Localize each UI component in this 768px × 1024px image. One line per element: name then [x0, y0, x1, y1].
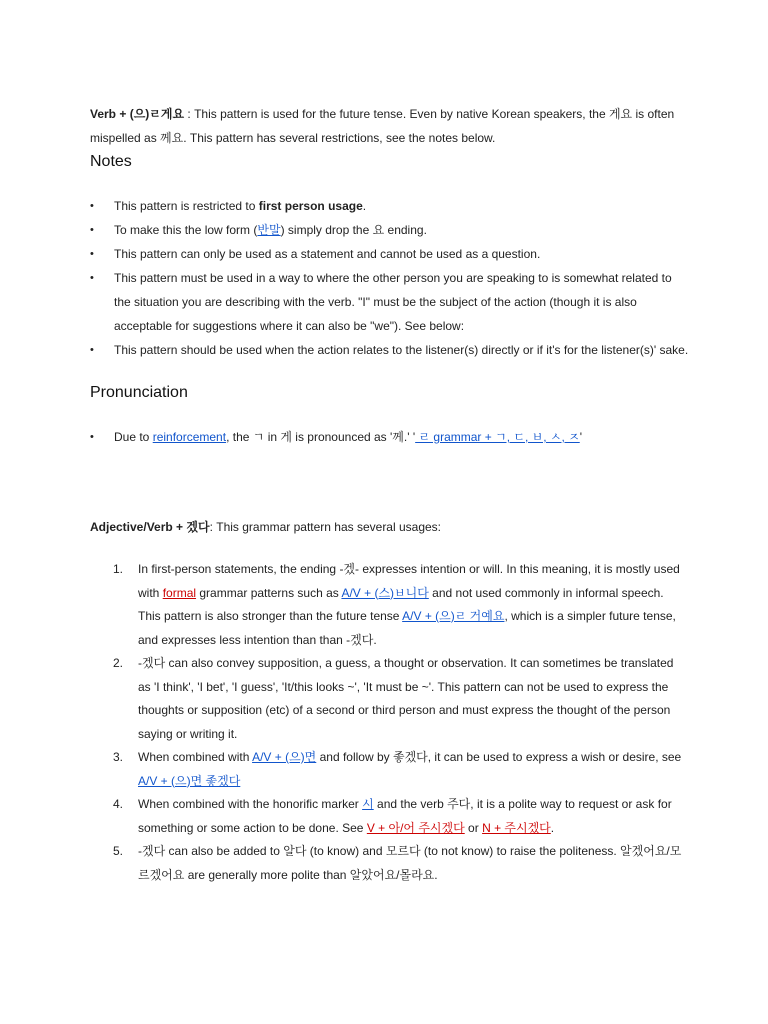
intro-paragraph	[90, 103, 690, 150]
note-text: This pattern should be used when the action relates to the listener(s) directly or if it's for the listener(s)' sake.	[114, 343, 689, 357]
formal-link[interactable]: formal	[162, 585, 197, 600]
note-text: ) simply drop the 요 ending.	[280, 223, 427, 237]
usage-list	[113, 558, 683, 887]
grammar-link[interactable]: V + 아/어 주시겠다	[366, 820, 465, 835]
list-item	[90, 242, 690, 266]
pattern-term: Verb + (으)ㄹ게요	[90, 107, 185, 121]
usage-text: .	[550, 820, 555, 835]
grammar-link[interactable]: A/V + (으)ㄹ 거예요	[402, 609, 505, 623]
usage-text: , which is a simpler future tense, and expresses less intention than than -겠다.	[138, 609, 676, 647]
pronunciation-list	[90, 425, 690, 449]
intro-text: : This pattern is used for the future tense. Even by native Korean speakers, the 게요 is often mispelled as 께요. This pattern has several restrictions, see the notes below.	[90, 107, 675, 145]
list-item	[90, 425, 690, 449]
list-item	[113, 558, 683, 652]
list-item	[113, 746, 683, 793]
item-number: 1.	[113, 562, 124, 576]
banmal-link[interactable]: 반말	[257, 223, 281, 237]
note-text: This pattern can only be used as a statement and cannot be used as a question.	[114, 247, 541, 261]
notes-heading: Notes	[90, 153, 132, 170]
pronunciation-heading: Pronunciation	[90, 384, 188, 401]
usage-text: and follow by 좋겠다, it can be used to express a wish or desire, see	[316, 750, 682, 764]
item-number: 2.	[113, 656, 124, 670]
grammar-link[interactable]: A/V + (스)ㅂ니다	[341, 585, 429, 600]
note-bold: first person usage	[258, 199, 363, 213]
note-text: This pattern is restricted to	[114, 199, 259, 213]
usage-text: -겠다 can also be added to 알다 (to know) and 모르다 (to not know) to raise the politeness. 알겠어요/모르겠어요 are generally more polite than 알았어요/몰라요.	[138, 844, 682, 882]
usage-text: and not used commonly in informal speech. This pattern is also stronger than the future tense	[138, 585, 664, 623]
usage-text: grammar patterns such as	[196, 585, 342, 600]
list-item	[113, 840, 683, 887]
pron-text: '	[579, 430, 583, 444]
usage-text: or	[464, 820, 483, 835]
section2-text: : This grammar pattern has several usages:	[209, 520, 442, 534]
reinforcement-link[interactable]: reinforcement	[152, 430, 227, 444]
grammar-link[interactable]: N + 주시겠다	[482, 820, 551, 835]
list-item	[113, 652, 683, 746]
usage-text: and the verb 주다, it is a polite way to request or ask for something or some action to be done. See	[138, 797, 672, 835]
note-text: To make this the low form (	[114, 223, 258, 237]
notes-list	[90, 194, 690, 362]
section2-paragraph	[90, 516, 690, 540]
usage-text: In first-person statements, the ending -겠- expresses intention or will. In this meaning, it is mostly used with	[138, 562, 680, 600]
item-number: 3.	[113, 750, 124, 764]
usage-text: -겠다 can also convey supposition, a guess, a thought or observation. It can sometimes be translated as 'I think', 'I bet', 'I guess', 'It/this looks ~', 'It must be ~'. This pattern can not be used to express the thoughts or supposition (etc) of a second or third person and must express the thought of the person saying or writing it.	[138, 656, 674, 741]
honorific-link[interactable]: 시	[362, 797, 374, 811]
note-text: .	[362, 199, 367, 213]
pron-text: , the ㄱ in 게 is pronounced as '께.' '	[226, 430, 416, 444]
list-item	[113, 793, 683, 840]
grammar-link[interactable]: A/V + (으)면 좋겠다	[138, 773, 241, 788]
usage-text: When combined with the honorific marker	[138, 797, 363, 811]
note-text: This pattern must be used in a way to where the other person you are speaking to is somewhat related to the situation you are describing with the verb. "I" must be the subject of the action (though it is also acceptable for suggestions where it can also be "we"). See below:	[114, 271, 672, 333]
usage-text: When combined with	[138, 750, 253, 764]
list-item	[90, 338, 690, 362]
list-item	[90, 194, 690, 218]
pattern-term: Adjective/Verb + 겠다	[90, 520, 210, 534]
list-item	[90, 266, 690, 338]
grammar-link[interactable]: A/V + (으)면	[252, 750, 317, 764]
item-number: 4.	[113, 797, 124, 811]
item-number: 5.	[113, 844, 124, 858]
grammar-link[interactable]: ㄹ grammar + ㄱ, ㄷ, ㅂ, ㅅ, ㅈ	[415, 430, 580, 444]
list-item	[90, 218, 690, 242]
pron-text: Due to	[114, 430, 153, 444]
